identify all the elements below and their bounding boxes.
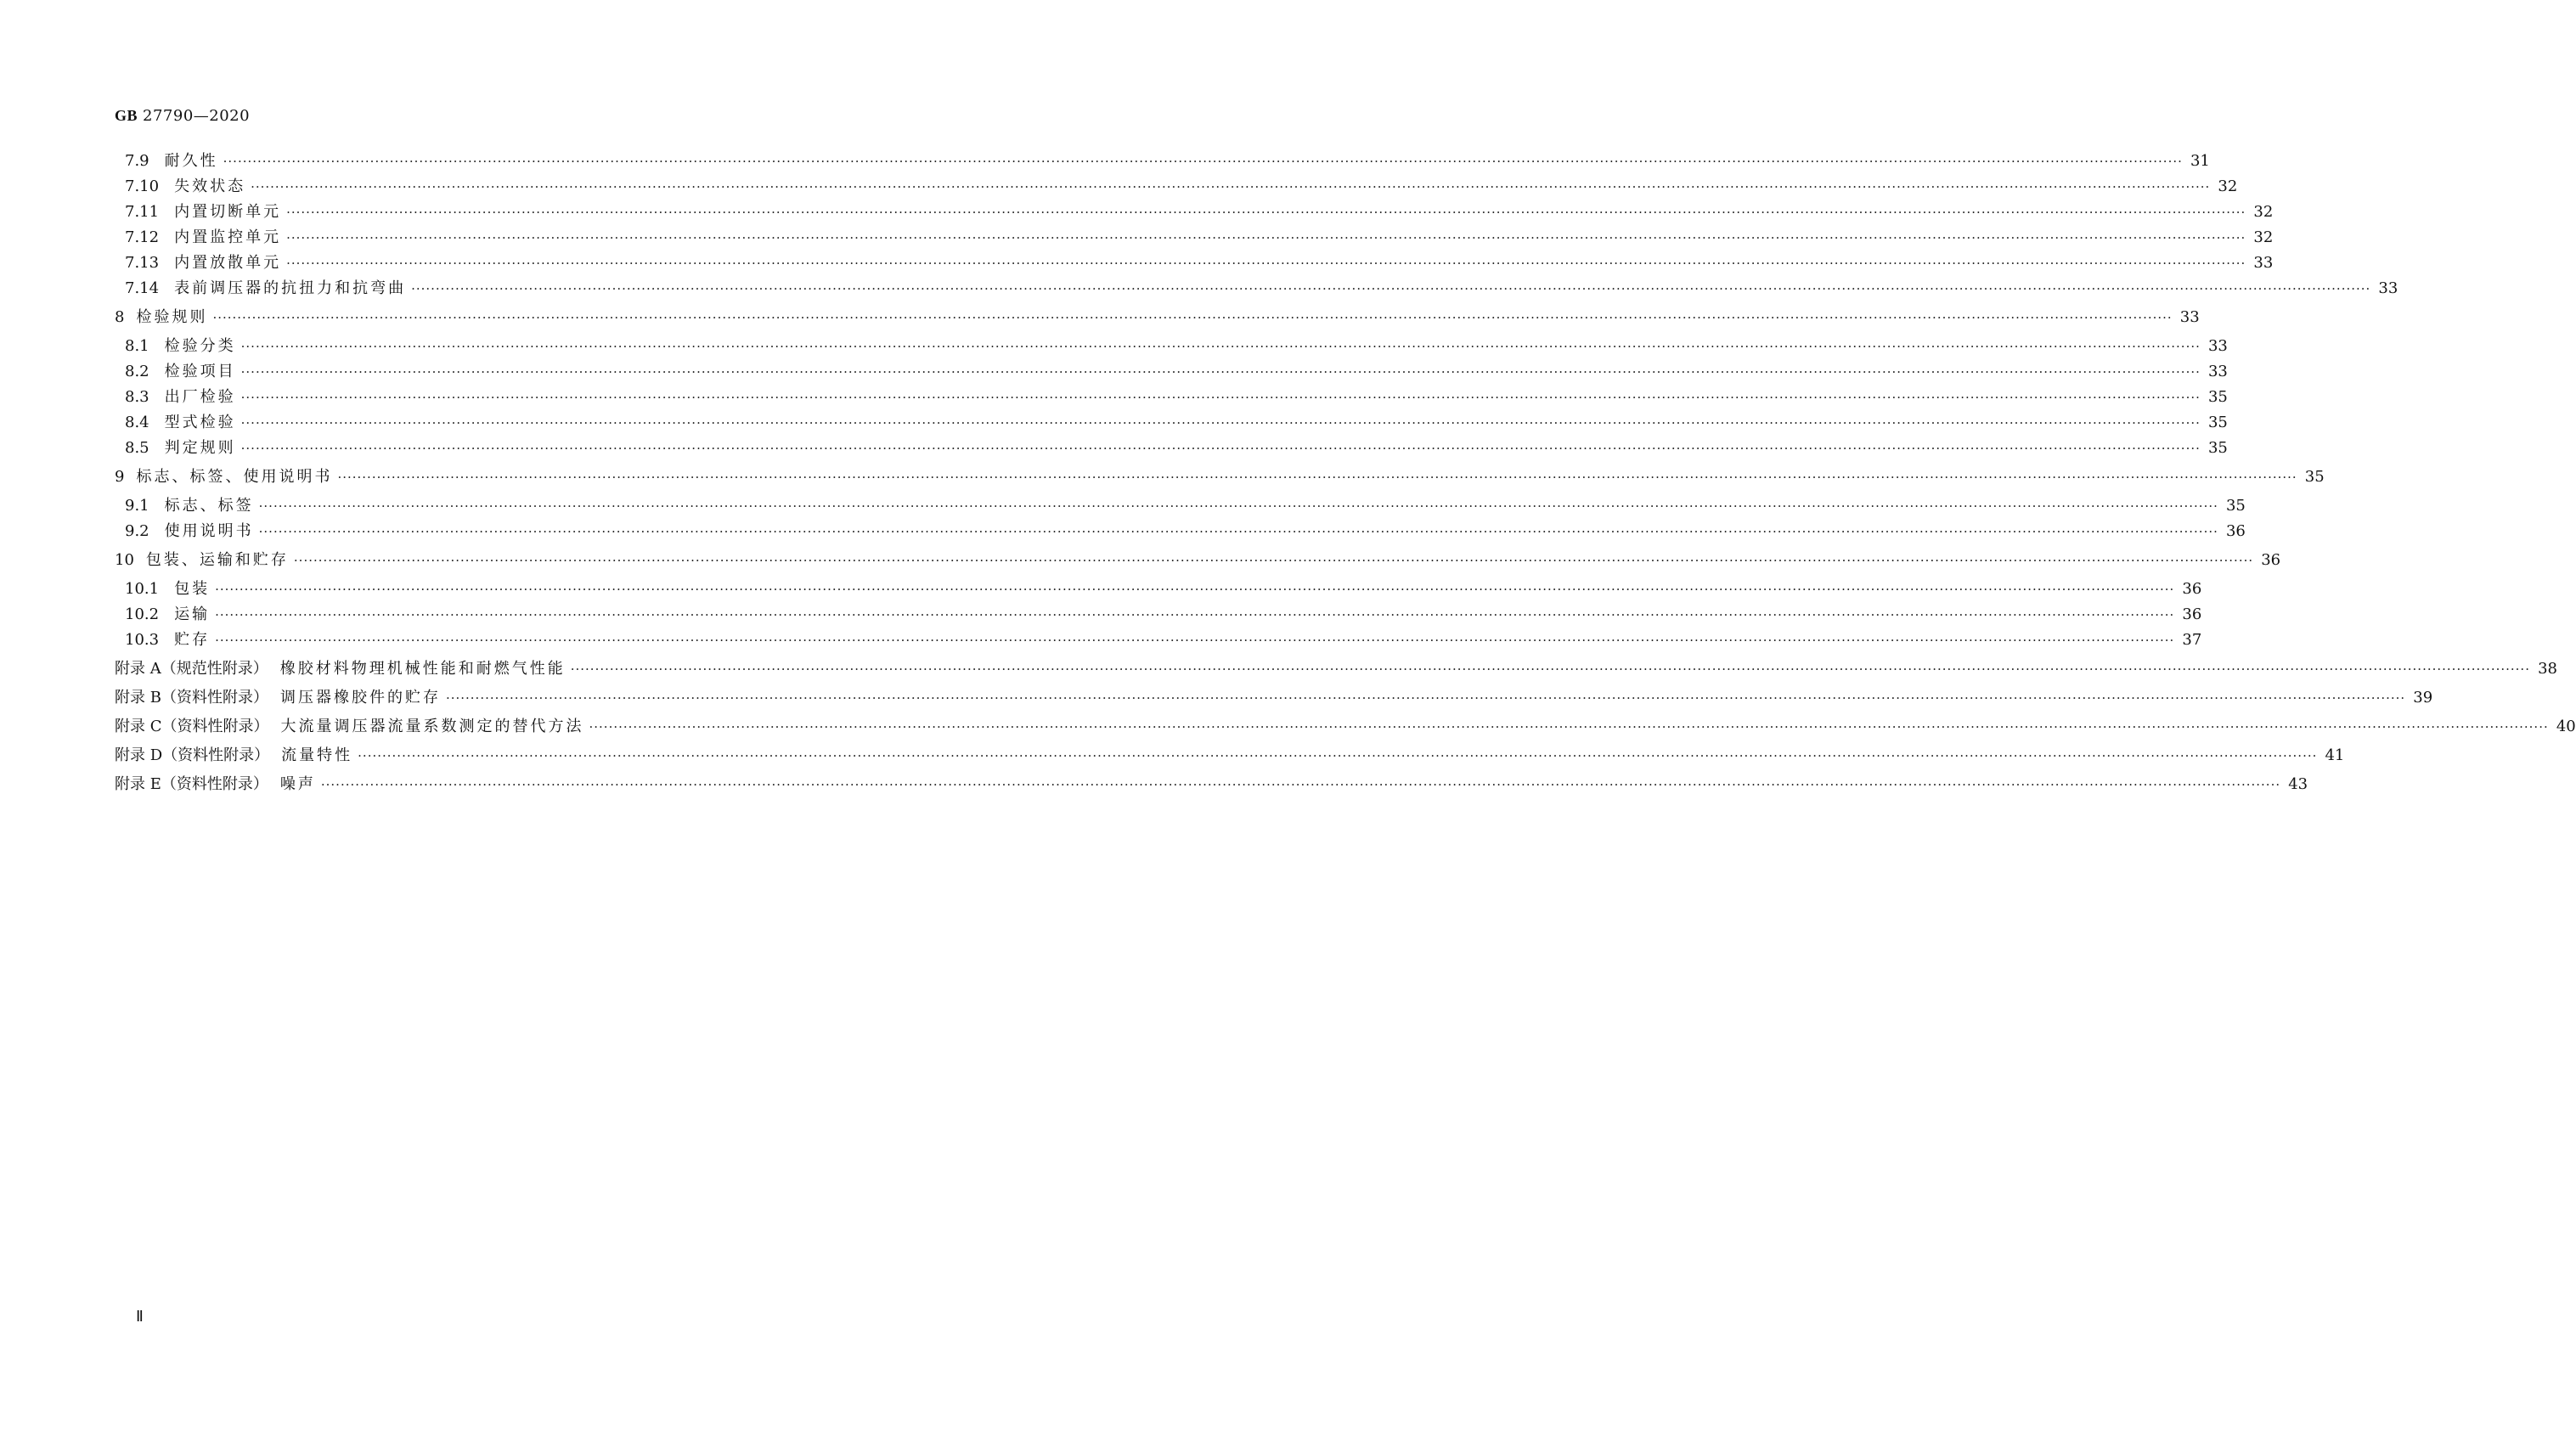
toc-entry-title: 包装 — [174, 580, 211, 598]
toc-entry-page: 33 — [2253, 254, 2274, 272]
toc-entry[interactable] — [115, 496, 2246, 516]
toc-entry-page: 35 — [2207, 388, 2228, 406]
toc-entry-number: 10.3 — [125, 631, 160, 649]
toc-entry-page: 40 — [2556, 718, 2576, 735]
toc-entry-title: 噪声 — [279, 775, 316, 793]
table-of-contents — [115, 151, 2576, 795]
toc-entry-number: 8.4 — [125, 414, 149, 431]
toc-leader-dots: ················································································································································································································································································································································································································ — [215, 582, 2175, 597]
toc-entry-title: 标志、标签 — [164, 497, 254, 515]
toc-leader-dots: ················································································································································································································································································································································································································ — [258, 524, 2218, 539]
toc-entry-number: 附录 D（资料性附录） — [115, 746, 270, 764]
toc-entry-title: 流量特性 — [281, 746, 353, 764]
toc-entry-number: 10.2 — [125, 605, 160, 623]
toc-leader-dots: ················································································································································································································································································································································································································ — [286, 256, 2246, 271]
toc-entry-number: 8.2 — [125, 363, 149, 380]
toc-entry-title: 内置监控单元 — [174, 228, 282, 246]
toc-entry-title: 标志、标签、使用说明书 — [136, 468, 333, 486]
toc-entry-page: 33 — [2207, 337, 2228, 355]
standard-prefix: GB — [115, 107, 138, 124]
toc-entry-number: 7.12 — [125, 228, 160, 246]
toc-entry-number: 7.13 — [125, 254, 160, 272]
toc-entry-page: 35 — [2304, 468, 2325, 486]
toc-entry-number: 8.5 — [125, 439, 149, 457]
standard-number: 27790—2020 — [143, 107, 251, 125]
toc-entry-page: 36 — [2182, 605, 2202, 623]
toc-entry[interactable] — [115, 550, 2281, 571]
toc-leader-dots: ················································································································································································································································································································································································································ — [286, 205, 2246, 220]
toc-entry[interactable] — [115, 202, 2274, 222]
toc-entry-title: 耐久性 — [164, 152, 218, 170]
toc-entry-page: 33 — [2179, 308, 2200, 326]
toc-entry-title: 调压器橡胶件的贮存 — [279, 689, 441, 707]
toc-leader-dots: ················································································································································································································································································································································································································ — [258, 498, 2218, 514]
toc-entry[interactable] — [115, 387, 2228, 408]
toc-entry-title: 包装、运输和贮存 — [145, 551, 289, 569]
toc-entry[interactable] — [115, 688, 2433, 708]
toc-leader-dots: ················································································································································································································································································································································································································ — [223, 154, 2183, 169]
toc-leader-dots: ················································································································································································································································································································································································································ — [293, 553, 2254, 568]
toc-entry-number: 附录 B（资料性附录） — [115, 689, 268, 707]
toc-entry-number: 附录 E（资料性附录） — [115, 775, 268, 793]
toc-entry[interactable] — [115, 630, 2202, 650]
toc-leader-dots: ················································································································································································································································································································································································································ — [411, 281, 2371, 296]
toc-leader-dots: ················································································································································································································································································································································································································ — [445, 690, 2406, 706]
toc-entry-title: 贮存 — [174, 631, 211, 649]
toc-entry-number: 7.11 — [125, 203, 160, 221]
toc-entry-number: 附录 C（资料性附录） — [115, 718, 269, 735]
toc-entry-page: 35 — [2207, 439, 2228, 457]
toc-entry[interactable] — [115, 774, 2308, 795]
toc-leader-dots: ················································································································································································································································································································································································································ — [570, 662, 2530, 677]
toc-leader-dots: ················································································································································································································································································································································································································ — [240, 339, 2201, 354]
toc-entry-title: 橡胶材料物理机械性能和耐燃气性能 — [279, 660, 566, 678]
toc-leader-dots: ················································································································································································································································································································································································································ — [320, 777, 2281, 792]
toc-entry-page: 36 — [2182, 580, 2202, 598]
toc-entry[interactable] — [115, 579, 2202, 600]
toc-entry-title: 表前调压器的抗扭力和抗弯曲 — [174, 279, 407, 297]
toc-entry[interactable] — [115, 605, 2202, 625]
toc-entry-page: 36 — [2261, 551, 2281, 569]
toc-entry-page: 36 — [2225, 522, 2246, 540]
toc-entry-number: 附录 A（规范性附录） — [115, 660, 268, 678]
toc-entry[interactable] — [115, 279, 2398, 299]
toc-leader-dots: ················································································································································································································································································································································································································ — [358, 748, 2318, 763]
toc-entry-title: 检验项目 — [164, 363, 236, 380]
toc-entry[interactable] — [115, 717, 2576, 737]
toc-entry-page: 37 — [2182, 631, 2202, 649]
toc-entry-title: 运输 — [174, 605, 211, 623]
toc-entry-title: 检验规则 — [136, 308, 208, 326]
toc-leader-dots: ················································································································································································································································································································································································································ — [240, 390, 2201, 405]
toc-entry[interactable] — [115, 438, 2228, 459]
toc-entry-title: 型式检验 — [164, 414, 236, 431]
toc-entry[interactable] — [115, 228, 2274, 248]
document-header — [115, 107, 250, 125]
toc-entry-number: 9.2 — [125, 522, 149, 540]
toc-entry-page: 32 — [2253, 203, 2274, 221]
toc-entry-number: 8 — [115, 308, 125, 326]
toc-leader-dots: ················································································································································································································································································································································································································ — [212, 310, 2173, 325]
toc-entry-page: 32 — [2218, 177, 2238, 195]
toc-entry-title: 内置放散单元 — [174, 254, 282, 272]
toc-entry-page: 39 — [2413, 689, 2433, 707]
toc-entry-number: 8.3 — [125, 388, 149, 406]
toc-entry-page: 33 — [2378, 279, 2398, 297]
toc-entry-page: 38 — [2538, 660, 2557, 678]
toc-entry-page: 33 — [2207, 363, 2228, 380]
toc-entry[interactable] — [115, 362, 2228, 382]
toc-entry-page: 35 — [2207, 414, 2228, 431]
toc-entry-number: 8.1 — [125, 337, 149, 355]
toc-leader-dots: ················································································································································································································································································································································································································ — [240, 441, 2201, 456]
toc-entry[interactable] — [115, 413, 2228, 433]
toc-entry-page: 31 — [2190, 152, 2210, 170]
toc-entry[interactable] — [115, 467, 2325, 487]
toc-leader-dots: ················································································································································································································································································································································································································ — [240, 364, 2201, 380]
toc-entry-number: 9.1 — [125, 497, 149, 515]
toc-entry-number: 7.9 — [125, 152, 149, 170]
toc-leader-dots: ················································································································································································································································································································································································································ — [240, 415, 2201, 431]
toc-entry-title: 失效状态 — [174, 177, 246, 195]
toc-entry-title: 使用说明书 — [164, 522, 254, 540]
toc-entry[interactable] — [115, 521, 2246, 542]
toc-entry-title: 内置切断单元 — [174, 203, 282, 221]
toc-entry[interactable] — [115, 746, 2345, 766]
toc-leader-dots: ················································································································································································································································································································································································································ — [251, 179, 2211, 194]
toc-entry-page: 35 — [2225, 497, 2246, 515]
toc-entry-number: 10 — [115, 551, 134, 569]
toc-entry[interactable] — [115, 659, 2557, 679]
page-number: Ⅱ — [136, 1308, 144, 1325]
toc-leader-dots: ················································································································································································································································································································································································································ — [337, 470, 2297, 485]
toc-entry-page: 41 — [2325, 746, 2345, 764]
toc-entry-number: 10.1 — [125, 580, 160, 598]
toc-entry[interactable] — [115, 177, 2238, 197]
toc-entry[interactable] — [115, 336, 2228, 357]
toc-entry-title: 大流量调压器流量系数测定的替代方法 — [280, 718, 584, 735]
toc-entry-number: 7.10 — [125, 177, 160, 195]
toc-leader-dots: ················································································································································································································································································································································································································ — [589, 719, 2549, 735]
toc-entry[interactable] — [115, 307, 2200, 328]
toc-entry[interactable] — [115, 151, 2210, 172]
toc-leader-dots: ················································································································································································································································································································································································································ — [215, 633, 2175, 648]
toc-entry-number: 9 — [115, 468, 125, 486]
toc-leader-dots: ················································································································································································································································································································································································································ — [215, 607, 2175, 622]
toc-entry-title: 判定规则 — [164, 439, 236, 457]
toc-entry[interactable] — [115, 253, 2274, 273]
toc-entry-page: 32 — [2253, 228, 2274, 246]
toc-entry-title: 出厂检验 — [164, 388, 236, 406]
toc-entry-title: 检验分类 — [164, 337, 236, 355]
toc-entry-page: 43 — [2288, 775, 2308, 793]
toc-leader-dots: ················································································································································································································································································································································································································ — [286, 230, 2246, 245]
toc-entry-number: 7.14 — [125, 279, 160, 297]
